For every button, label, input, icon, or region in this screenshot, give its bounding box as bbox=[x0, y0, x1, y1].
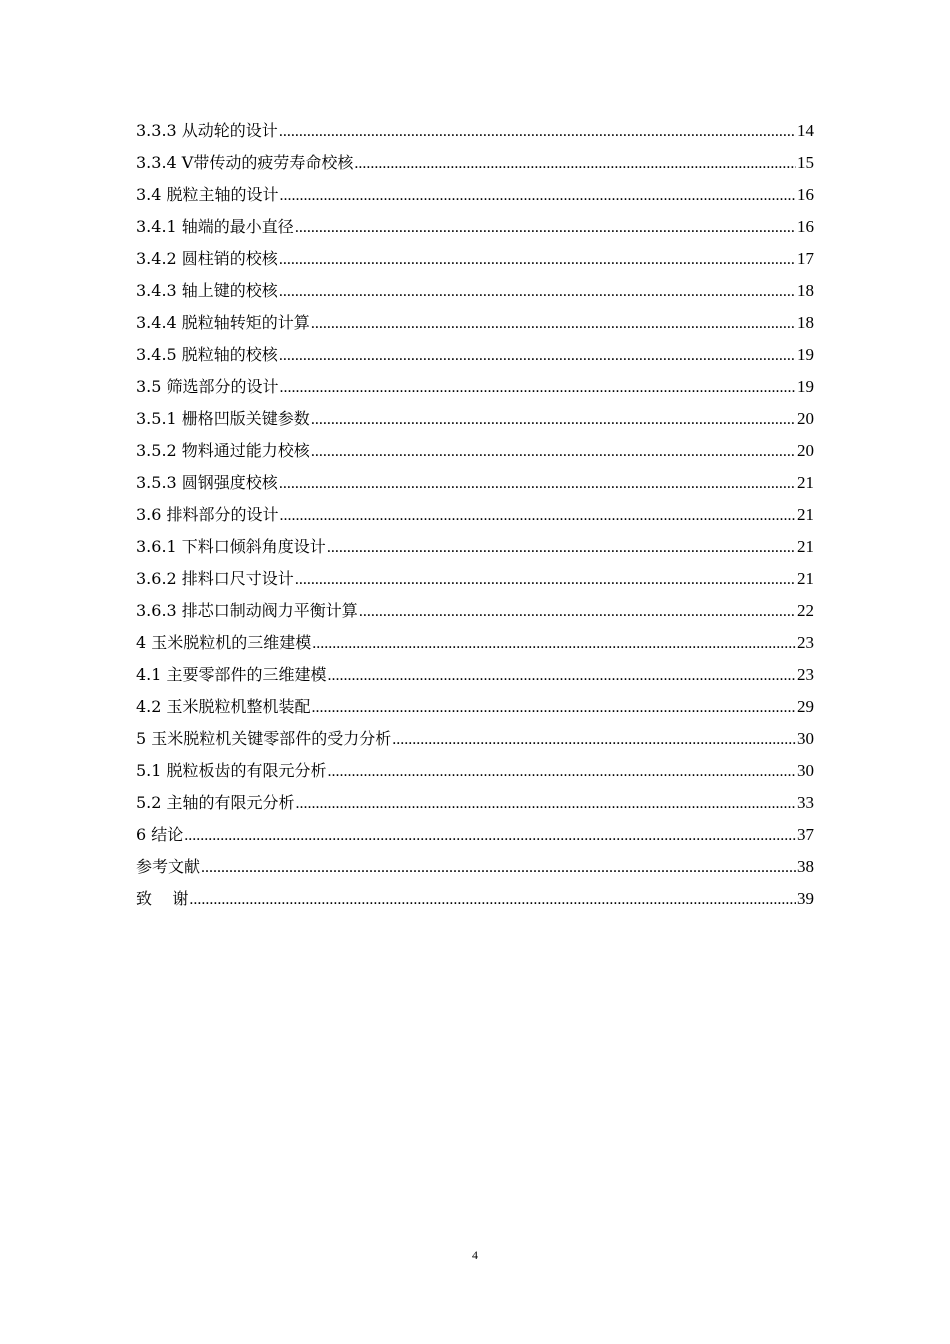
toc-entry-page: 21 bbox=[797, 537, 814, 556]
toc-entry[interactable] bbox=[136, 115, 814, 147]
toc-entry-page: 23 bbox=[797, 633, 814, 652]
toc-entry-title: 3.6 排料部分的设计 bbox=[136, 505, 279, 524]
toc-leader-dots bbox=[296, 788, 796, 820]
toc-entry-title: 3.5 筛选部分的设计 bbox=[136, 377, 279, 396]
table-of-contents bbox=[136, 115, 814, 915]
toc-entry[interactable] bbox=[136, 819, 814, 851]
toc-entry[interactable] bbox=[136, 883, 814, 915]
toc-entry[interactable] bbox=[136, 787, 814, 819]
toc-entry-title: 3.6.3 排芯口制动阀力平衡计算 bbox=[136, 601, 358, 620]
toc-entry-page: 18 bbox=[797, 281, 814, 300]
toc-entry-page: 19 bbox=[797, 345, 814, 364]
toc-entry-title: 3.4.1 轴端的最小直径 bbox=[136, 217, 294, 236]
toc-leader-dots bbox=[392, 724, 796, 756]
page-number: 4 bbox=[472, 1248, 478, 1262]
toc-entry-title: 3.4.4 脱粒轴转矩的计算 bbox=[136, 313, 310, 332]
toc-leader-dots bbox=[328, 660, 796, 692]
toc-entry-title: 3.3.3 从动轮的设计 bbox=[136, 121, 278, 140]
toc-leader-dots bbox=[280, 372, 796, 404]
toc-entry[interactable] bbox=[136, 211, 814, 243]
toc-entry[interactable] bbox=[136, 371, 814, 403]
toc-entry-page: 15 bbox=[797, 153, 814, 172]
toc-entry[interactable] bbox=[136, 499, 814, 531]
toc-entry-page: 33 bbox=[797, 793, 814, 812]
toc-entry[interactable] bbox=[136, 307, 814, 339]
toc-entry[interactable] bbox=[136, 691, 814, 723]
toc-leader-dots bbox=[279, 340, 796, 372]
toc-leader-dots bbox=[279, 116, 796, 148]
toc-leader-dots bbox=[311, 308, 796, 340]
toc-entry-title: 3.4.3 轴上键的校核 bbox=[136, 281, 278, 300]
toc-entry-page: 16 bbox=[797, 185, 814, 204]
toc-leader-dots bbox=[279, 276, 796, 308]
toc-entry[interactable] bbox=[136, 755, 814, 787]
toc-entry-title: 3.4.2 圆柱销的校核 bbox=[136, 249, 278, 268]
toc-leader-dots bbox=[295, 212, 796, 244]
toc-entry-page: 17 bbox=[797, 249, 814, 268]
toc-entry-title: 4 玉米脱粒机的三维建模 bbox=[136, 633, 312, 652]
toc-entry-title: 5 玉米脱粒机关键零部件的受力分析 bbox=[136, 729, 392, 748]
toc-entry-title: 5.1 脱粒板齿的有限元分析 bbox=[136, 761, 327, 780]
toc-leader-dots bbox=[280, 180, 796, 212]
toc-entry-title: 4.1 主要零部件的三维建模 bbox=[136, 665, 327, 684]
toc-leader-dots bbox=[354, 148, 796, 180]
toc-entry-page: 29 bbox=[797, 697, 814, 716]
toc-leader-dots bbox=[201, 852, 796, 884]
toc-entry[interactable] bbox=[136, 723, 814, 755]
toc-leader-dots bbox=[280, 500, 796, 532]
toc-entry-page: 19 bbox=[797, 377, 814, 396]
toc-entry[interactable] bbox=[136, 595, 814, 627]
toc-entry-title: 3.5.1 栅格凹版关键参数 bbox=[136, 409, 310, 428]
toc-leader-dots bbox=[328, 756, 796, 788]
toc-entry[interactable] bbox=[136, 851, 814, 883]
toc-leader-dots bbox=[184, 820, 796, 852]
toc-entry-title: 3.5.2 物料通过能力校核 bbox=[136, 441, 310, 460]
toc-entry-page: 30 bbox=[797, 761, 814, 780]
toc-leader-dots bbox=[295, 564, 796, 596]
toc-entry[interactable] bbox=[136, 275, 814, 307]
toc-entry-title: 3.4 脱粒主轴的设计 bbox=[136, 185, 279, 204]
toc-entry-title: 3.4.5 脱粒轴的校核 bbox=[136, 345, 278, 364]
toc-entry[interactable] bbox=[136, 147, 814, 179]
toc-entry-page: 30 bbox=[797, 729, 814, 748]
toc-entry-page: 21 bbox=[797, 569, 814, 588]
toc-entry[interactable] bbox=[136, 243, 814, 275]
toc-entry-page: 21 bbox=[797, 505, 814, 524]
toc-entry-title: 3.3.4 V带传动的疲劳寿命校核 bbox=[136, 153, 354, 172]
toc-entry-title: 4.2 玉米脱粒机整机装配 bbox=[136, 697, 311, 716]
toc-leader-dots bbox=[311, 436, 796, 468]
toc-leader-dots bbox=[312, 692, 796, 724]
toc-leader-dots bbox=[312, 628, 796, 660]
toc-entry-page: 39 bbox=[797, 889, 814, 908]
toc-entry[interactable] bbox=[136, 339, 814, 371]
toc-entry-title: 5.2 主轴的有限元分析 bbox=[136, 793, 295, 812]
toc-entry-page: 21 bbox=[797, 473, 814, 492]
toc-entry-page: 18 bbox=[797, 313, 814, 332]
toc-entry-page: 14 bbox=[797, 121, 814, 140]
toc-entry[interactable] bbox=[136, 467, 814, 499]
toc-entry[interactable] bbox=[136, 627, 814, 659]
toc-entry[interactable] bbox=[136, 531, 814, 563]
toc-leader-dots bbox=[359, 596, 796, 628]
toc-entry-page: 16 bbox=[797, 217, 814, 236]
toc-entry-page: 37 bbox=[797, 825, 814, 844]
toc-leader-dots bbox=[189, 884, 796, 916]
toc-leader-dots bbox=[279, 244, 796, 276]
toc-leader-dots bbox=[327, 532, 796, 564]
toc-entry-page: 38 bbox=[797, 857, 814, 876]
toc-entry-page: 22 bbox=[797, 601, 814, 620]
toc-entry-title: 致 谢 bbox=[136, 889, 189, 908]
toc-entry-page: 20 bbox=[797, 409, 814, 428]
toc-leader-dots bbox=[311, 404, 796, 436]
toc-entry-title: 3.6.1 下料口倾斜角度设计 bbox=[136, 537, 326, 556]
toc-entry[interactable] bbox=[136, 179, 814, 211]
toc-entry-page: 23 bbox=[797, 665, 814, 684]
toc-entry-title: 6 结论 bbox=[136, 825, 184, 844]
toc-entry-title: 参考文献 bbox=[136, 857, 201, 876]
toc-entry-title: 3.6.2 排料口尺寸设计 bbox=[136, 569, 294, 588]
toc-entry-page: 20 bbox=[797, 441, 814, 460]
toc-entry[interactable] bbox=[136, 563, 814, 595]
toc-leader-dots bbox=[279, 468, 796, 500]
toc-entry[interactable] bbox=[136, 659, 814, 691]
toc-entry[interactable] bbox=[136, 435, 814, 467]
toc-entry[interactable] bbox=[136, 403, 814, 435]
toc-entry-title: 3.5.3 圆钢强度校核 bbox=[136, 473, 278, 492]
